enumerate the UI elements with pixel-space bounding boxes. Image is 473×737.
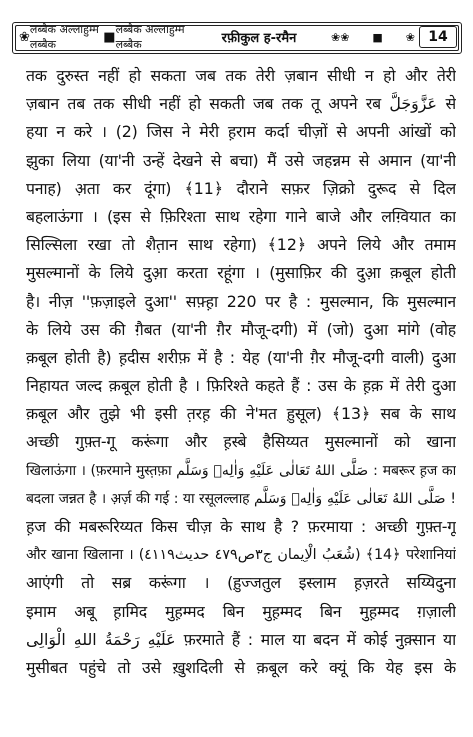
text-line: निहायत जल्द क़बूल होती है । फ़िरिश्ते कहते हैं : उस के ह़क़ में तेरी दुआ [26,376,456,396]
page-header [12,22,462,54]
floral-ornament-icon: ❀❀ [331,30,350,44]
text-line: ह़ज की मबरूरिय्यत किस चीज़ के साथ है ? फ़रमाया : अच्छी गुफ़्त-गू [26,517,456,536]
header-title: रफ़ीकुल ह-रमैन [221,31,297,46]
text-line: क़बूल होती है) ह़दीस शरीफ़ में है : येह (या'नी ग़ैर मौजू-दगी वाली) दुआ [26,347,456,367]
text-line: के लिये उस की ग़ैबत (या'नी ग़ैर मौजू-दगी) में (जो) दुआ मांगे (वोह [26,319,456,339]
text-line: बहलाऊंगा । (इस से फ़िरिश्ता साथ रहेगा गाने बाजे और लग़्वियात का [26,206,456,226]
text-line: पनाह) अ़ता कर दूंगा) ﴾11﴿ दौराने सफ़र ज़िक्रो दुरूद से दिल [26,178,456,198]
floral-ornament-icon: ❀ [19,29,30,45]
text-line: बदला जन्नत है । अ़र्ज़ की गई : या रसूलल्लाह صَلَّى اللهُ تَعَالٰى عَلَيْهِ وَاٰلِهٖ وَسَلَّم ! [26,490,456,507]
header-right-ornament [331,27,415,47]
page-body-text [26,62,456,682]
kaaba-icon: ■ [103,29,116,45]
kaaba-icon: ■ [372,30,383,44]
text-line: खिलाऊंगा । (फ़रमाने मुस्त़फ़ा صَلَّى اللهُ تَعَالٰى عَلَيْهِ وَاٰلِهٖ وَسَلَّم : मबरूर ह़ज का [26,462,456,479]
text-line: ज़बान तब तक सीधी नहीं हो सकती जब तक तू अपने रब عَزَّوَجَلَّ से [26,94,456,114]
text-line: क़बूल और तुझे भी इसी त़रह़ की ने'मत ह़ुसूल) ﴾13﴿ सब के साथ [26,404,456,424]
text-line: अच्छी गुफ़्त-गू करूंगा और ह़स्बे हैसिय्यत मुसल्मानों को खाना [26,432,456,452]
text-line: عَلَيْهِ رَحْمَةُ اللهِ الْوَالِى फ़रमाते हैं : माल या बदन में कोई नुक़्सान या [26,629,456,649]
header-label-2: लब्बैक अल्लाहुम्म लब्बैक [115,23,185,51]
text-line: है। नीज़ ''फ़ज़ाइले दुआ'' सफ़्ह़ा 220 पर है : मुसल्मान, कि मुसल्मान [26,291,456,311]
text-line: इमाम अबू ह़ामिद मुह़म्मद बिन मुह़म्मद बिन मुह़म्मद ग़ज़ाली [26,601,456,621]
text-line: सिल्सिला रखा तो शैत़ान साथ रहेगा) ﴾12﴿ अपने लिये और तमाम [26,235,456,255]
header-label-1: लब्बैक अल्लाहुम्म लब्बैक [29,23,99,51]
text-line: मुसीबत पहुंचे तो उसे ख़ुशदिली से क़बूल करे क्यूं कि येह इस के [26,657,456,677]
page-number: 14 [419,26,457,48]
header-left-ornament [19,23,189,51]
text-line: हया न करे । (2) जिस ने मेरी ह़राम कर्दा चीज़ों से अपनी आंखों को [26,122,456,142]
text-line: मुसल्मानों के लिये दुआ़ करता रहूंगा । (मुसाफ़िर की दुआ़ क़बूल होती [26,263,456,283]
text-line: आएंगी तो सब्र करूंगा । (ह़ुज्जतुल इस्लाम ह़ज़रते सय्यिदुना [26,573,456,593]
floral-ornament-icon: ❀ [405,30,415,44]
text-line: झुका लिया (या'नी उन्हें देखने से बचा) मैं उसे जहन्नम से अमान (या'नी [26,150,456,170]
text-line: और खाना खिलाना । (شُعَبُ الْاِيمان ج٣ص٤٧٩ حديث٤١١٩) ﴾14﴿ परेशानियां [26,547,456,564]
text-line: तक दुरुस्त नहीं हो सकता जब तक तेरी ज़बान सीधी न हो और तेरी [26,66,456,85]
